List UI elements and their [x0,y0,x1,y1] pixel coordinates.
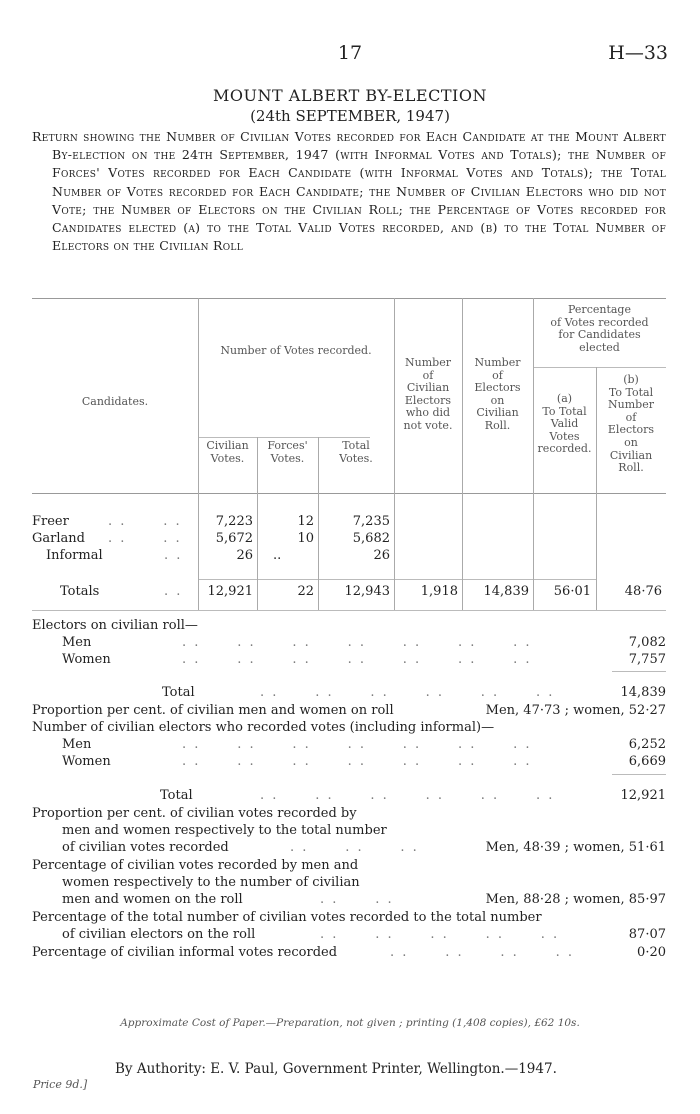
voted-total-label: Total [160,788,193,803]
pct-votes-label: Percentage of civilian votes recorded by men and [32,858,359,873]
document-reference: H—33 [608,42,668,64]
leader-dots: . . . . . . . . . . . . . . [182,737,532,752]
header-total-votes: Total Votes. [339,439,373,465]
leader-dots: . . [164,584,183,599]
votes-group-rule [198,437,370,438]
col-divider [462,298,463,610]
forces-votes: .. [273,548,282,563]
leader-dots: . . . . [108,514,182,529]
electors-men: 7,082 [628,635,666,650]
candidate-name: Informal [46,548,103,563]
total-votes: 12,943 [344,584,390,599]
pct-informal-value: 0·20 [637,945,666,960]
voted-men: 6,252 [628,737,666,752]
civilian-votes: 7,223 [215,514,253,529]
header-did-not-vote: Number of Civilian Electors who did not vote. [403,356,453,432]
authority-line: By Authority: E. V. Paul, Government Printer, Wellington.—1947. [115,1061,557,1077]
col-divider [394,298,395,610]
header-percentage-group: Percentage of Votes recorded for Candidates elected [550,303,649,354]
pct-total-value: 87·07 [628,927,666,942]
leader-dots: . . [164,548,183,563]
pct-total-label: of civilian electors on the roll [62,927,256,942]
cost-note: Approximate Cost of Paper.—Preparation, not given ; printing (1,408 copies), £62 10s. [120,1017,580,1029]
pct-votes-label: men and women on the roll [62,892,243,907]
electors-total-label: Total [162,685,195,700]
total-on-roll: 14,839 [483,584,529,599]
pct-total-label: Percentage of the total number of civilian votes recorded to the total number [32,910,542,925]
sum-rule [612,671,666,672]
electors-women: 7,757 [628,652,666,667]
header-pct-electors-on-roll: (b) To Total Number of Electors on Civilian Roll. [607,373,655,475]
total-forces-votes: 22 [297,584,314,599]
total-did-not-vote: 1,918 [420,584,458,599]
leader-dots: . . . . . . . . . . [320,927,560,942]
leader-dots: . . . . . . [290,840,419,855]
leader-dots: . . . . . . . . . . . . [260,788,555,803]
header-forces-votes: Forces' Votes. [267,439,308,465]
pct-group-rule [533,367,666,368]
leader-dots: . . . . . . . . . . . . . . [182,754,532,769]
return-description [32,128,666,255]
page-subtitle: (24th SEPTEMBER, 1947) [250,107,450,125]
prop-votes-label: of civilian votes recorded [62,840,229,855]
leader-dots: . . . . . . . . . . . . . . [182,635,532,650]
sum-rule [612,774,666,775]
page-title: MOUNT ALBERT BY-ELECTION [213,86,487,105]
price-note: Price 9d.] [33,1078,88,1091]
civilian-votes: 5,672 [215,531,253,546]
voted-women: 6,669 [628,754,666,769]
prop-votes-value: Men, 48·39 ; women, 51·61 [485,840,666,855]
table-bottom-rule [32,610,666,611]
electors-heading: Electors on civilian roll— [32,618,198,633]
proportion-roll-value: Men, 47·73 ; women, 52·27 [485,703,666,718]
candidate-name: Garland [32,531,85,546]
proportion-roll-label: Proportion per cent. of civilian men and women on roll [32,703,394,718]
leader-dots: . . . . . . . . [390,945,574,960]
prop-votes-label: Proportion per cent. of civilian votes recorded by [32,806,357,821]
candidate-name: Freer [32,514,69,529]
header-on-roll: Number of Electors on Civilian Roll. [474,356,521,432]
header-votes-group: Number of Votes recorded. [220,344,372,357]
voted-men-label: Men [62,737,92,752]
voted-total: 12,921 [620,788,666,803]
pct-electors-on-roll: 48·76 [624,584,662,599]
total-civilian-votes: 12,921 [207,584,253,599]
pct-votes-label: women respectively to the number of civilian [62,875,360,890]
page-number: 17 [337,42,363,64]
total-votes: 26 [373,548,390,563]
table-header-rule [32,493,666,494]
total-votes: 5,682 [352,531,390,546]
leader-dots: . . . . [320,892,394,907]
electors-men-label: Men [62,635,92,650]
civilian-votes: 26 [236,548,253,563]
forces-votes: 10 [297,531,314,546]
leader-dots: . . . . . . . . . . . . . . [182,652,532,667]
total-votes: 7,235 [352,514,390,529]
forces-votes: 12 [297,514,314,529]
return-description-text: Return showing the Number of Civilian Votes recorded for Each Candidate at the Mount Albert By-election on the 24th September, 1947 (with Informal Votes and Totals); the Number of Forces' Votes recorded for Each Candidate (with Informal Votes and Totals); the Total Number of Votes recorded for Each Candidate; the Number of Civilian Electors who did not Vote; the Number of Electors on the Civilian Roll; the Percentage of Votes recorded for Candidates elected (a) to the Total Valid Votes recorded, and (b) to the Total Number of Electors on the Civilian Roll [32,129,666,254]
header-civilian-votes: Civilian Votes. [206,439,249,465]
header-pct-valid-votes: (a) To Total Valid Votes recorded. [537,392,592,456]
pct-votes-value: Men, 88·28 ; women, 85·97 [485,892,666,907]
table-top-rule [32,298,666,299]
prop-votes-label: men and women respectively to the total number [62,823,387,838]
pct-informal-label: Percentage of civilian informal votes recorded [32,945,338,960]
pct-valid-votes: 56·01 [553,584,591,599]
electors-total: 14,839 [620,685,666,700]
electors-women-label: Women [62,652,111,667]
voted-women-label: Women [62,754,111,769]
leader-dots: . . . . . . . . . . . . [260,685,555,700]
totals-label: Totals [60,584,100,599]
header-candidates: Candidates. [81,395,149,408]
voted-heading: Number of civilian electors who recorded votes (including informal)— [32,720,495,735]
leader-dots: . . . . [108,531,182,546]
